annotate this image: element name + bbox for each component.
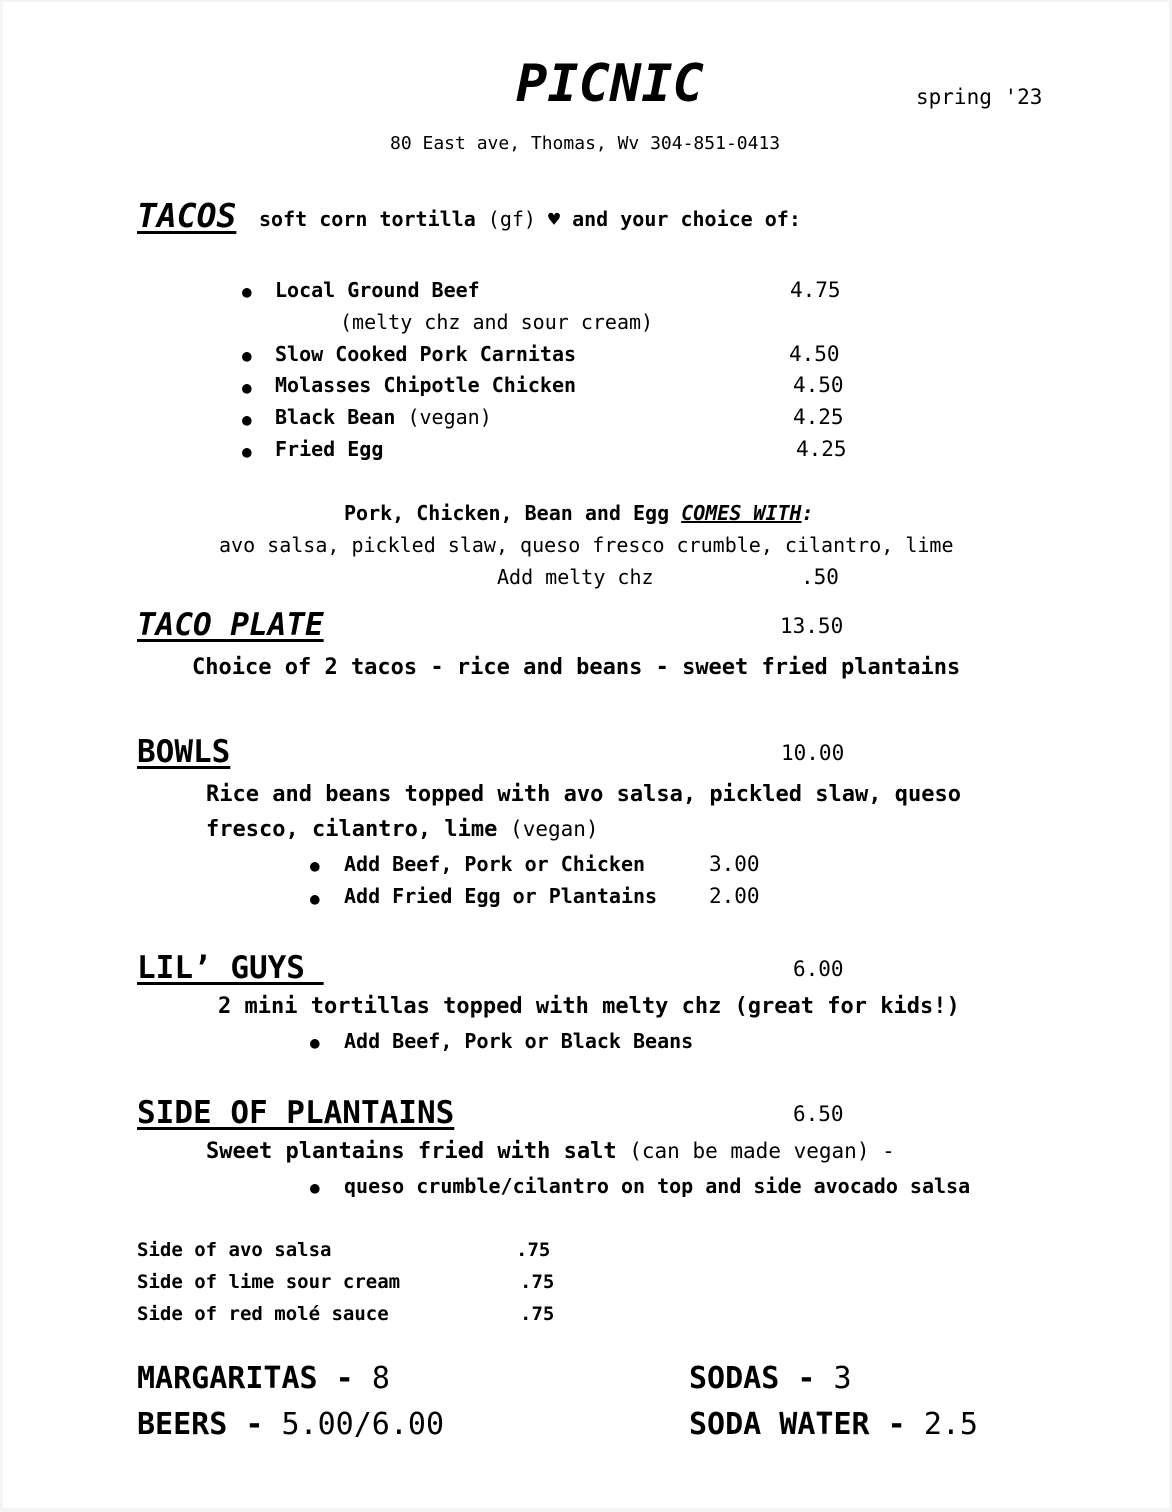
- bullet-icon: ●: [242, 378, 252, 397]
- menu-page: [3, 2, 1169, 1508]
- drink-sep: -: [869, 1407, 924, 1442]
- side-price: .75: [520, 1303, 555, 1325]
- lil-guys-addon: Add Beef, Pork or Black Beans: [344, 1029, 694, 1053]
- drink-sodas: [689, 1361, 852, 1396]
- taco-item-name: [275, 405, 492, 429]
- bullet-icon: ●: [310, 889, 320, 908]
- drink-label: SODAS: [689, 1361, 780, 1396]
- bowls-vegan-note: (vegan): [497, 817, 599, 841]
- section-title-tacos: TACOS: [137, 196, 237, 235]
- taco-item-name-text: Black Bean: [275, 405, 396, 429]
- taco-plate-price: 13.50: [780, 614, 844, 638]
- comes-with-label: COMES WITH: [681, 501, 802, 525]
- taco-item-name: Fried Egg: [275, 437, 384, 461]
- bowls-desc-line2: [206, 817, 599, 842]
- taco-item-price: 4.50: [793, 373, 844, 397]
- plantains-price: 6.50: [793, 1102, 844, 1126]
- taco-item-price: 4.50: [789, 342, 840, 366]
- drink-label: SODA WATER: [689, 1407, 870, 1442]
- side-price: .75: [516, 1239, 551, 1261]
- lil-guys-desc: 2 mini tortillas topped with melty chz (great for kids!): [218, 994, 960, 1019]
- addon-price: .50: [801, 565, 839, 589]
- taco-item-name: Local Ground Beef: [275, 278, 480, 302]
- taco-item-price: 4.75: [790, 278, 841, 302]
- taco-item-note: (melty chz and sour cream): [340, 310, 654, 334]
- page-title: PICNIC: [516, 54, 704, 114]
- drink-sep: -: [317, 1361, 372, 1396]
- section-title-plantains: SIDE OF PLANTAINS: [137, 1095, 455, 1131]
- side-label: Side of red molé sauce: [137, 1303, 389, 1325]
- bowls-desc-line2-text: fresco, cilantro, lime: [206, 817, 498, 842]
- comes-with-prefix: Pork, Chicken, Bean and Egg: [344, 501, 682, 525]
- taco-item-price: 4.25: [793, 405, 844, 429]
- addon-label: Add melty chz: [497, 565, 654, 589]
- section-title-lil-guys: LIL’ GUYS: [137, 950, 324, 986]
- drink-soda-water: [689, 1407, 978, 1442]
- bowls-price: 10.00: [781, 741, 845, 765]
- drink-label: BEERS: [137, 1407, 228, 1442]
- tacos-subtitle-choice: ♥ and your choice of:: [548, 207, 801, 231]
- drink-price: 3: [833, 1361, 852, 1396]
- plantains-desc-bold: Sweet plantains fried with salt: [206, 1139, 617, 1164]
- season-label: spring '23: [916, 85, 1043, 109]
- bullet-icon: ●: [310, 856, 320, 875]
- drink-sep: -: [227, 1407, 282, 1442]
- bullet-icon: ●: [310, 1178, 320, 1197]
- bowls-addon-price: 3.00: [709, 852, 760, 876]
- taco-item-name: Slow Cooked Pork Carnitas: [275, 342, 577, 366]
- comes-with-line: [344, 501, 814, 525]
- section-title-bowls: BOWLS: [137, 734, 231, 770]
- side-label: Side of avo salsa: [137, 1239, 332, 1261]
- section-title-taco-plate: TACO PLATE: [137, 607, 324, 643]
- bullet-icon: ●: [242, 346, 252, 365]
- bowls-addon-price: 2.00: [709, 884, 760, 908]
- tacos-subtitle-gf: (gf): [475, 207, 548, 231]
- drink-price: 5.00/6.00: [281, 1407, 445, 1442]
- bowls-addon-label: Add Fried Egg or Plantains: [344, 884, 658, 908]
- bowls-desc-line1: Rice and beans topped with avo salsa, pickled slaw, queso: [206, 782, 961, 807]
- plantains-desc-rest: (can be made vegan) -: [616, 1139, 895, 1163]
- drink-price: 2.5: [923, 1407, 978, 1442]
- toppings-line: avo salsa, pickled slaw, queso fresco crumble, cilantro, lime: [219, 533, 954, 557]
- taco-item-price: 4.25: [796, 437, 847, 461]
- side-price: .75: [520, 1271, 555, 1293]
- plantains-addon: queso crumble/cilantro on top and side avocado salsa: [344, 1174, 971, 1198]
- taco-item-name: Molasses Chipotle Chicken: [275, 373, 577, 397]
- drink-label: MARGARITAS: [137, 1361, 318, 1396]
- bullet-icon: ●: [242, 442, 252, 461]
- comes-with-colon: :: [801, 501, 814, 525]
- tacos-subtitle-tortilla: soft corn tortilla: [259, 207, 476, 231]
- lil-guys-price: 6.00: [793, 957, 844, 981]
- plantains-desc: [206, 1139, 895, 1164]
- taco-plate-desc: Choice of 2 tacos - rice and beans - sweet fried plantains: [192, 655, 961, 680]
- address-line: 80 East ave, Thomas, Wv 304-851-0413: [390, 133, 781, 154]
- bullet-icon: ●: [242, 282, 252, 301]
- taco-item-vegan-note: (vegan): [395, 405, 492, 429]
- drink-margaritas: [137, 1361, 390, 1396]
- bullet-icon: ●: [310, 1033, 320, 1052]
- drink-sep: -: [779, 1361, 834, 1396]
- tacos-subtitle: [259, 207, 801, 231]
- drink-beers: [137, 1407, 444, 1442]
- bowls-addon-label: Add Beef, Pork or Chicken: [344, 852, 646, 876]
- side-label: Side of lime sour cream: [137, 1271, 401, 1293]
- drink-price: 8: [371, 1361, 390, 1396]
- bullet-icon: ●: [242, 410, 252, 429]
